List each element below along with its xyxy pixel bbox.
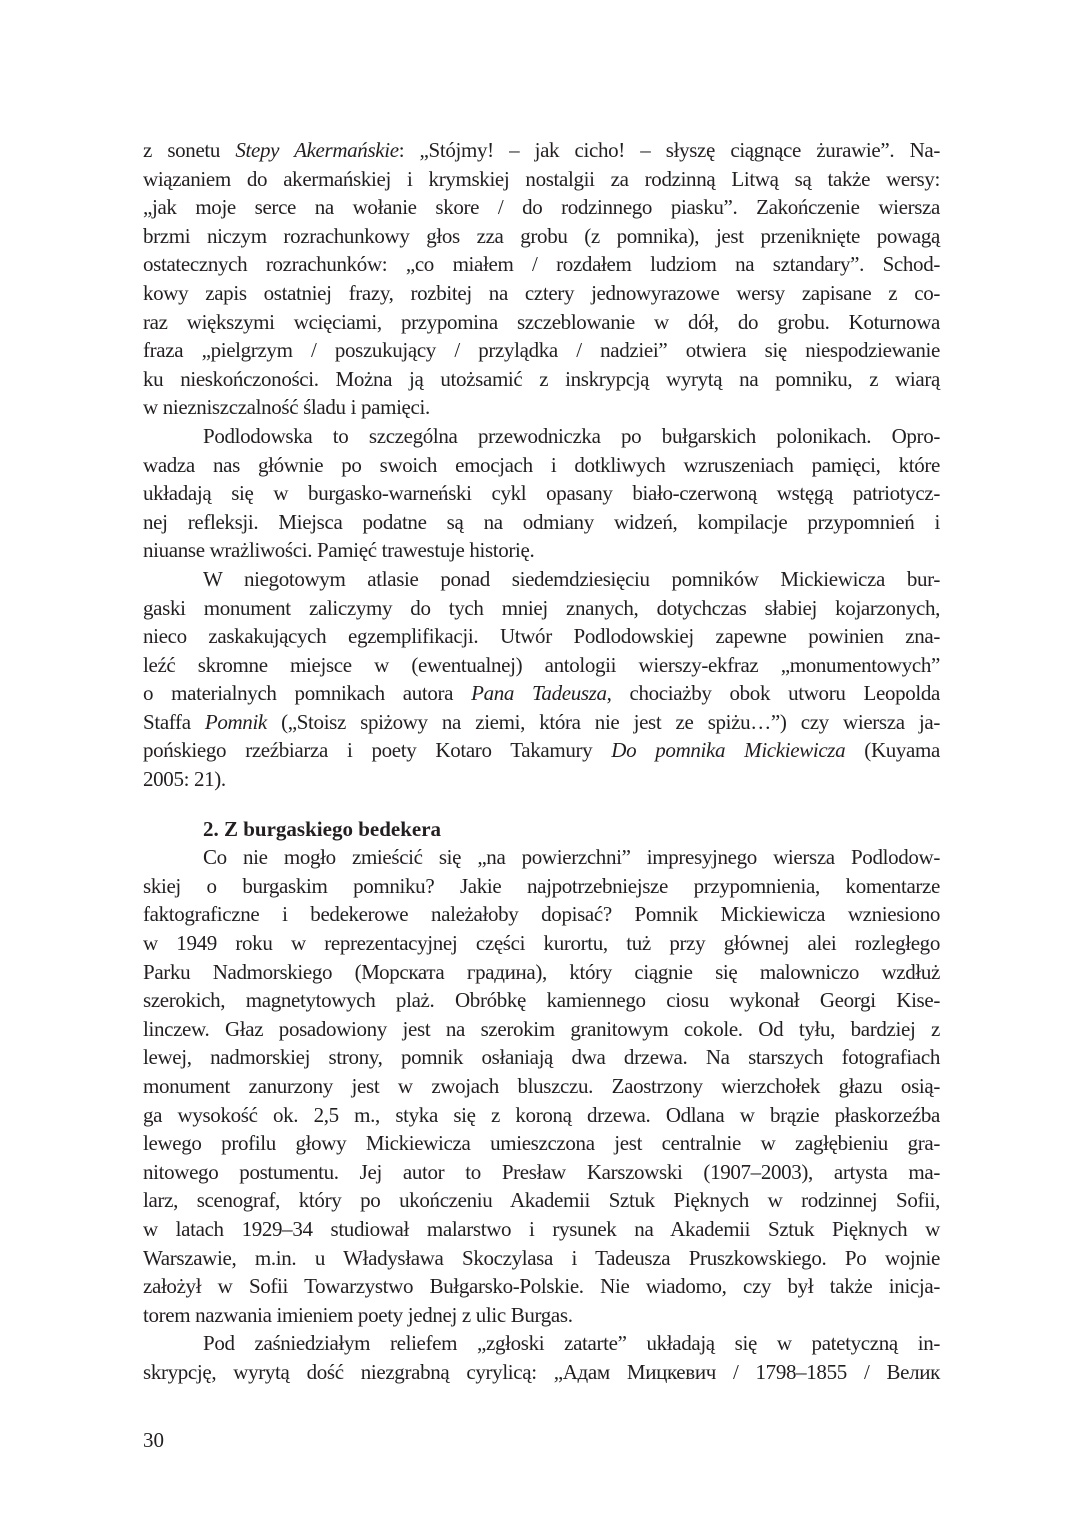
text-run: linczew. Głaz posadowiony jest na szerokim granitowym cokole. Od tyłu, bardziej z xyxy=(143,1016,940,1041)
section-bedeker xyxy=(143,843,940,1386)
section-intro xyxy=(143,136,940,794)
page-number: 30 xyxy=(143,1428,164,1452)
italic-title: Pana Tadeusza xyxy=(471,681,607,706)
text-line xyxy=(143,536,940,565)
text-line xyxy=(143,565,940,594)
text-line xyxy=(143,508,940,537)
text-run: (Kuyama xyxy=(845,738,940,763)
section-heading: 2. Z burgaskiego bedekera xyxy=(203,816,442,841)
text-line xyxy=(143,1072,940,1101)
text-line xyxy=(143,594,940,623)
text-line xyxy=(143,843,940,872)
text-line xyxy=(143,365,940,394)
text-run: w latach 1929–34 studiował malarstwo i rysunek na Akademii Sztuk Pięknych w xyxy=(143,1216,940,1241)
text-run: gaski monument zaliczymy do tych mniej znanych, dotychczas słabiej kojarzonych, xyxy=(143,595,940,620)
text-run: , chociażby obok utworu Leopolda xyxy=(606,681,940,706)
text-run: wadza nas głównie po swoich emocjach i dotkliwych wzruszeniach pamięci, które xyxy=(143,452,940,477)
text-run: Pod zaśniedziałym reliefem „zgłoski zatarte” układają się w patetyczną in- xyxy=(203,1331,940,1356)
text-line xyxy=(143,651,940,680)
text-line xyxy=(143,1158,940,1187)
text-run: skrypcję, wyrytą dość niezgrabną cyrylicą: „Адам Мицкевич / 1798–1855 / Велик xyxy=(143,1359,940,1384)
italic-title: Stepy Akermańskie xyxy=(235,138,399,162)
text-line xyxy=(143,708,940,737)
text-line xyxy=(143,1129,940,1158)
text-line xyxy=(143,986,940,1015)
text-line xyxy=(143,422,940,451)
text-run: leźć skromne miejsce w (ewentualnej) antologii wierszy-ekfraz „monumentowych” xyxy=(143,652,940,677)
text-run: założył w Sofii Towarzystwo Bułgarsko-Polskie. Nie wiadomo, czy był także inicja- xyxy=(143,1274,940,1299)
text-run: o materialnych pomnikach autora xyxy=(143,681,472,706)
text-run: kowy zapis ostatniej frazy, rozbitej na cztery jednowyrazowe wersy zapisane z co- xyxy=(143,280,940,305)
text-line xyxy=(143,900,940,929)
text-run: lewej, nadmorskiej strony, pomnik osłaniają dwa drzewa. Na starszych fotografiach xyxy=(143,1045,940,1070)
text-run: 2005: 21). xyxy=(143,767,226,792)
text-run: („Stoisz spiżowy na ziemi, która nie jest ze spiżu…”) czy wiersza ja- xyxy=(266,709,940,734)
text-run: w 1949 roku w reprezentacyjnej części kurortu, tuż przy głównej alei rozległego xyxy=(143,931,940,956)
text-run: w niezniszczalność śladu i pamięci. xyxy=(143,395,430,420)
text-line xyxy=(143,393,940,422)
text-run: : „Stójmy! – jak cicho! – słyszę ciągnące żurawie”. Na- xyxy=(398,138,940,162)
text-line xyxy=(143,336,940,365)
text-run: pońskiego rzeźbiarza i poety Kotaro Takamury xyxy=(143,738,612,763)
paragraph xyxy=(143,136,940,422)
paragraph xyxy=(143,422,940,565)
text-run: nej refleksji. Miejsca podatne są na odmiany widzeń, kompilacje przypomnień i xyxy=(143,509,940,534)
text-line xyxy=(143,308,940,337)
text-line xyxy=(143,1186,940,1215)
text-run: brzmi niczym rozrachunkowy głos zza grobu (z pomnika), jest przeniknięte powagą xyxy=(143,223,940,248)
text-line xyxy=(143,736,940,765)
text-run: układają się w burgasko-warneński cykl opasany biało-czerwoną wstęgą patriotycz- xyxy=(143,481,940,506)
text-line xyxy=(143,451,940,480)
text-line xyxy=(143,929,940,958)
text-run: „jak moje serce na wołanie skore / do rodzinnego piasku”. Zakończenie wiersza xyxy=(143,195,940,220)
text-line xyxy=(143,1272,940,1301)
text-run: z sonetu xyxy=(143,138,236,162)
text-run: Podlodowska to szczególna przewodniczka po bułgarskich polonikach. Opro- xyxy=(203,423,940,448)
text-run: Warszawie, m.in. u Władysława Skoczylasa i Tadeusza Pruszkowskiego. Po wojnie xyxy=(143,1245,940,1270)
text-line xyxy=(143,193,940,222)
text-run: ga wysokość ok. 2,5 m., styka się z koroną drzewa. Odlana w brązie płaskorzeźba xyxy=(143,1102,940,1127)
paragraph xyxy=(143,1329,940,1386)
text-line xyxy=(143,679,940,708)
text-run: Staffa xyxy=(143,709,205,734)
text-line xyxy=(143,1329,940,1358)
text-line xyxy=(143,622,940,651)
text-line xyxy=(143,1043,940,1072)
text-line xyxy=(143,279,940,308)
text-run: fraza „pielgrzym / poszukujący / przylądka / nadziei” otwiera się niespodziewanie xyxy=(143,338,940,363)
text-line xyxy=(143,1215,940,1244)
text-run: lewego profilu głowy Mickiewicza umieszczona jest centralnie w zagłębieniu gra- xyxy=(143,1131,940,1156)
text-run: nitowego postumentu. Jej autor to Presław Karszowski (1907–2003), artysta ma- xyxy=(143,1159,940,1184)
text-line xyxy=(143,1358,940,1387)
text-line xyxy=(143,222,940,251)
text-run: ku nieskończoności. Można ją utożsamić z inskrypcją wyrytą na pomniku, z wiarą xyxy=(143,366,940,391)
text-line xyxy=(143,1015,940,1044)
text-run: nieco zaskakujących egzemplifikacji. Utwór Podlodowskiej zapewne powinien zna- xyxy=(143,624,940,649)
text-line xyxy=(143,250,940,279)
text-line xyxy=(143,1301,940,1330)
paragraph xyxy=(143,565,940,794)
text-run: skiej o burgaskim pomniku? Jakie najpotrzebniejsze przypomnienia, komentarze xyxy=(143,873,940,898)
text-run: szerokich, magnetytowych plaż. Obróbkę kamiennego ciosu wykonał Georgi Kise- xyxy=(143,988,940,1013)
page-body xyxy=(143,136,940,1387)
text-run: raz większymi wcięciami, przypomina szczeblowanie w dół, do grobu. Koturnowa xyxy=(143,309,940,334)
paragraph xyxy=(143,843,940,1329)
text-run: Parku Nadmorskiego (Морската градина), który ciągnie się malowniczo wzdłuż xyxy=(143,959,940,984)
text-line xyxy=(143,136,940,165)
text-run: niuanse wrażliwości. Pamięć trawestuje historię. xyxy=(143,538,535,563)
text-run: torem nazwania imieniem poety jednej z ulic Burgas. xyxy=(143,1302,573,1327)
text-run: faktograficzne i bedekerowe należałoby dopisać? Pomnik Mickiewicza wzniesiono xyxy=(143,902,940,927)
italic-title: Do pomnika Mickiewicza xyxy=(611,738,846,763)
text-run: Co nie mogło zmieścić się „na powierzchni” impresyjnego wiersza Podlodow- xyxy=(203,845,940,870)
italic-title: Pomnik xyxy=(204,709,267,734)
text-run: monument zanurzony jest w zwojach bluszczu. Zaostrzony wierzchołek głazu osią- xyxy=(143,1074,940,1098)
text-line xyxy=(143,1101,940,1130)
text-run: larz, scenograf, który po ukończeniu Akademii Sztuk Pięknych w rodzinnej Sofii, xyxy=(143,1188,940,1213)
text-run: ostatecznych rozrachunków: „co miałem / rozdałem ludziom na sztandary”. Schod- xyxy=(143,252,940,277)
text-line xyxy=(143,765,940,794)
text-line xyxy=(143,958,940,987)
text-line xyxy=(143,1244,940,1273)
text-line xyxy=(143,872,940,901)
text-line xyxy=(143,165,940,194)
text-run: wiązaniem do akermańskiej i krymskiej nostalgii za rodzinną Litwą są także wersy: xyxy=(143,166,940,191)
text-line xyxy=(143,479,940,508)
text-run: W niegotowym atlasie ponad siedemdziesięciu pomników Mickiewicza bur- xyxy=(203,566,940,591)
